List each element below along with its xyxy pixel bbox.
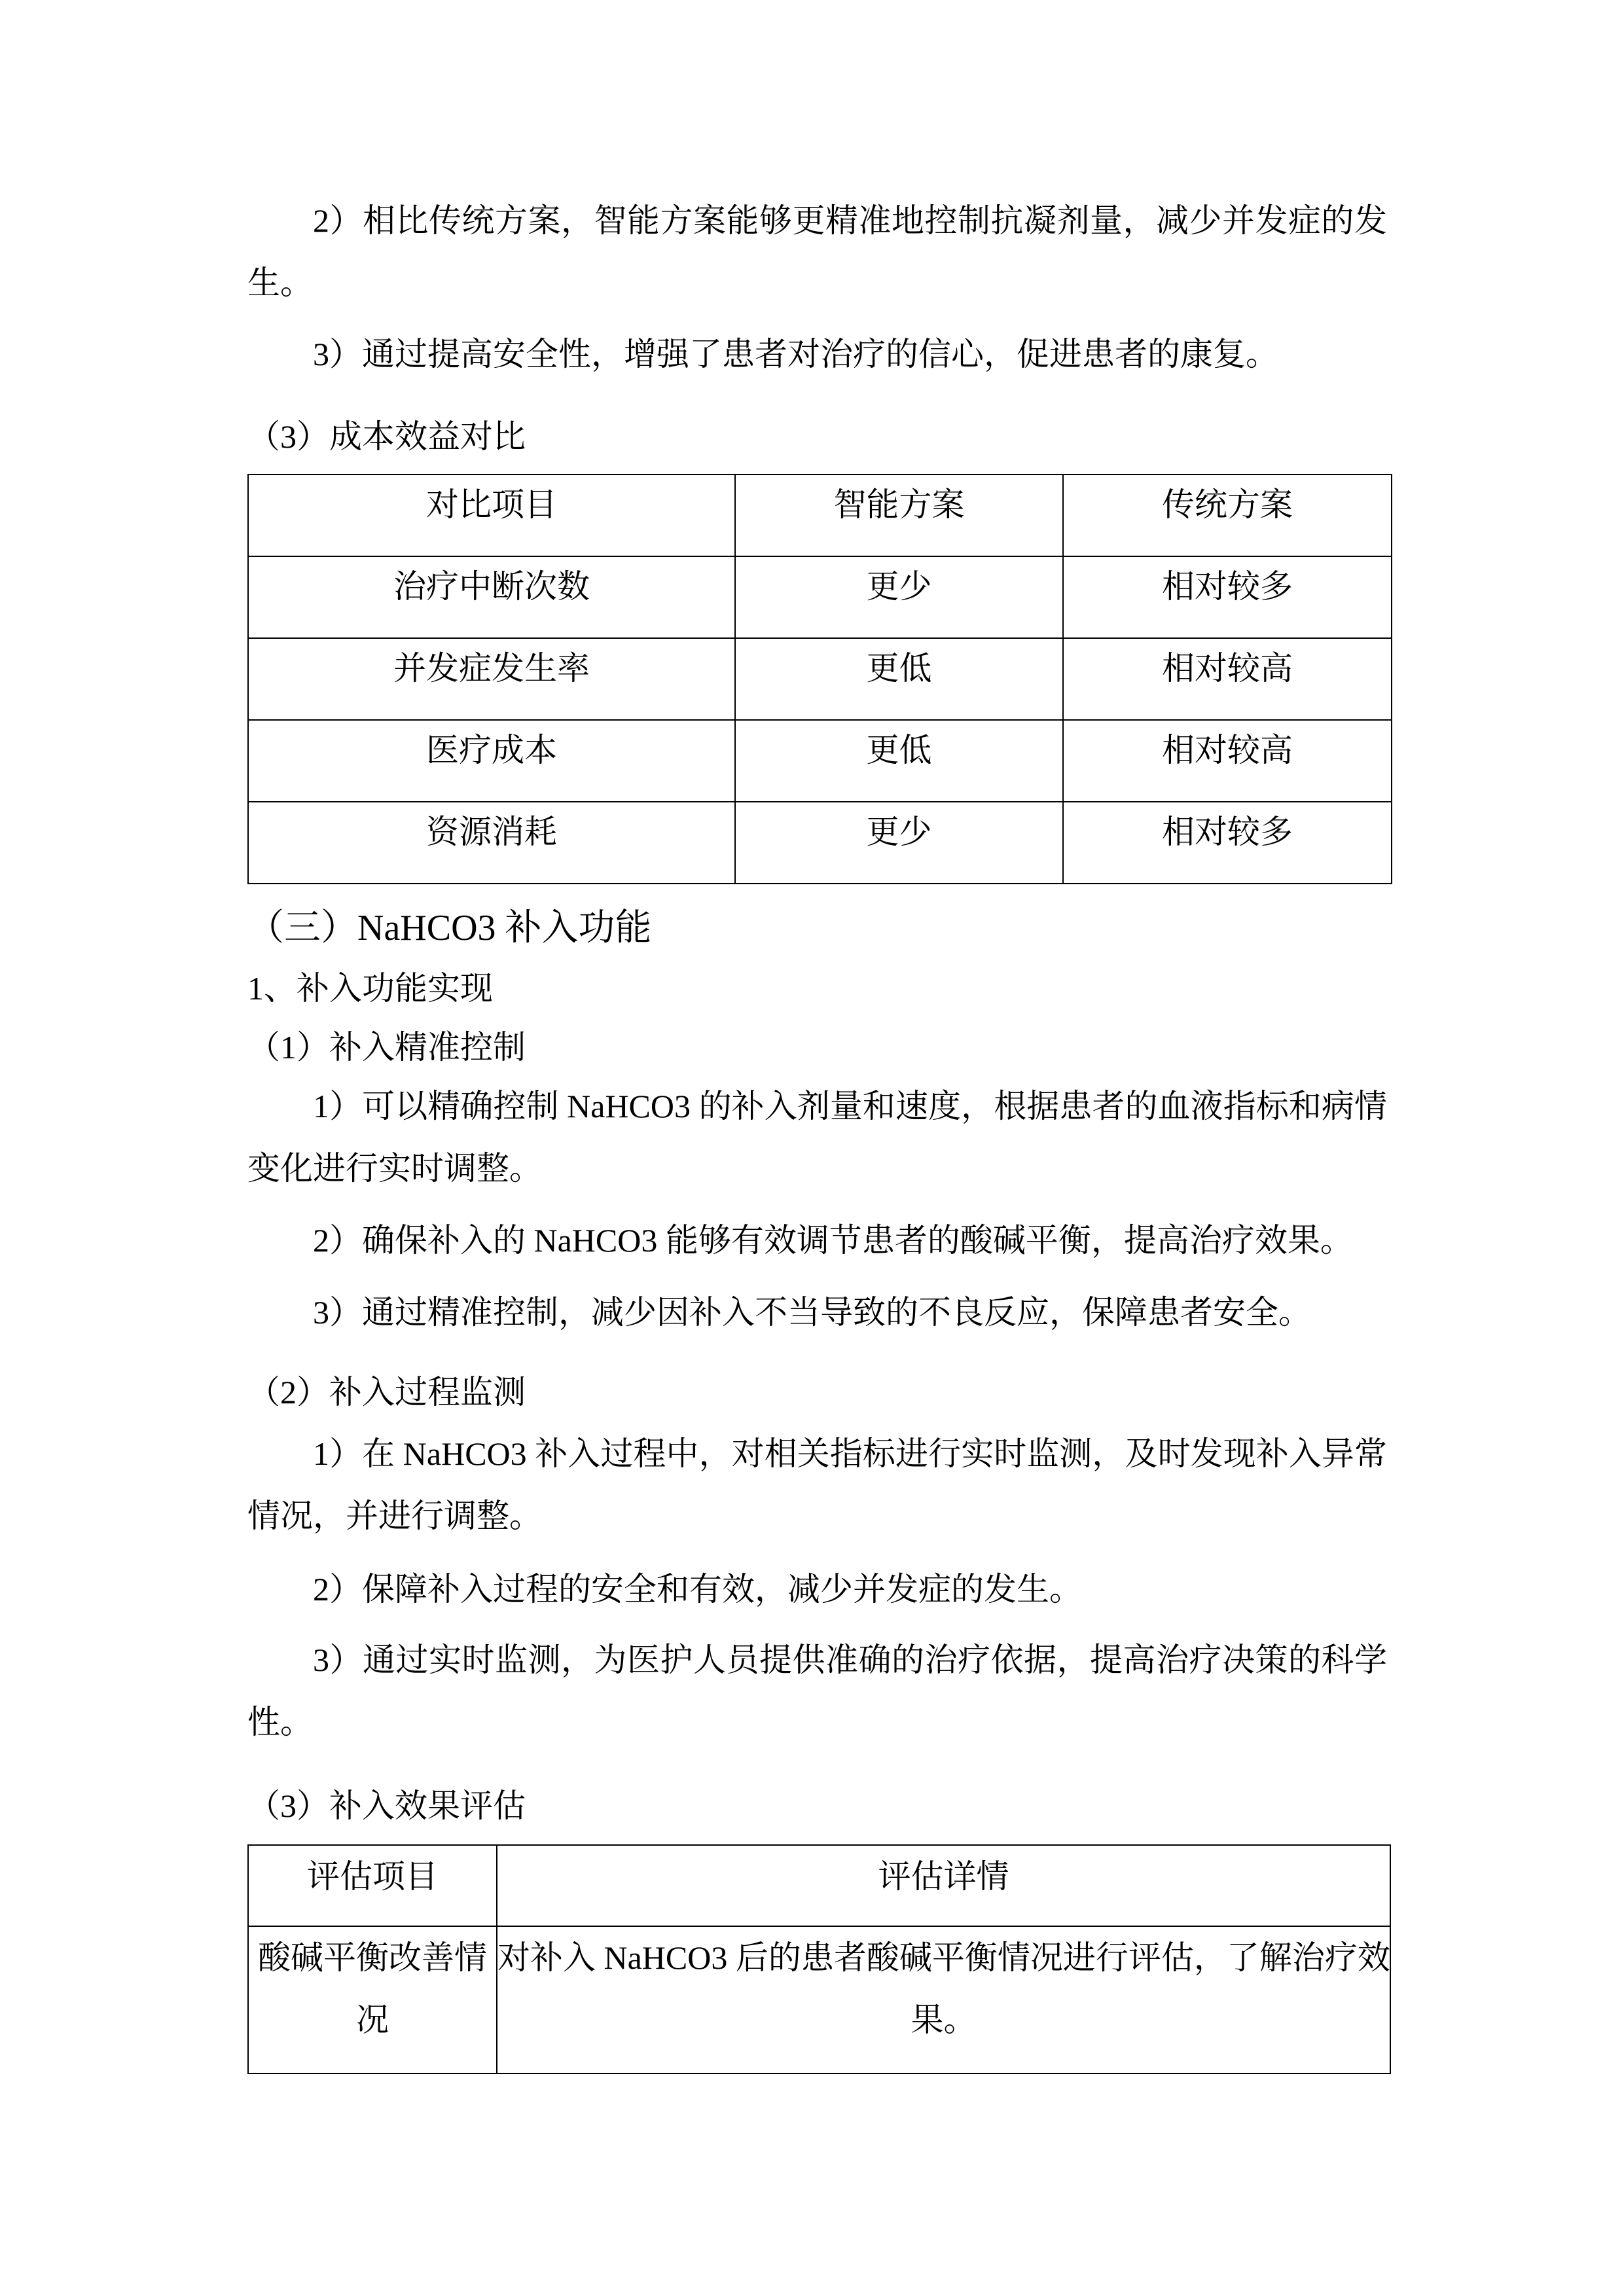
table-header-row — [248, 475, 1392, 556]
paragraph — [247, 1210, 1387, 1272]
cell-line: 对补入 NaHCO3 后的患者酸碱平衡情况进行评估，了解治疗效 — [497, 1939, 1390, 1976]
table-header-cell: 评估详情 — [497, 1845, 1390, 1926]
table-header-cell: 智能方案 — [735, 475, 1063, 556]
paragraph-line: 3）通过提高安全性，增强了患者对治疗的信心，促进患者的康复。 — [313, 336, 1278, 372]
cell-line: 酸碱平衡改善情 — [258, 1939, 487, 1976]
table-header-cell: 评估项目 — [248, 1845, 497, 1926]
subsection-heading — [247, 1775, 1387, 1837]
paragraph-line: 情况，并进行调整。 — [247, 1498, 542, 1534]
paragraph — [247, 1558, 1387, 1621]
heading-text: （3）成本效益对比 — [247, 418, 526, 455]
table-row — [248, 720, 1392, 802]
table-cell: 更低 — [735, 638, 1063, 720]
paragraph-line: 1）可以精确控制 NaHCO3 的补入剂量和速度，根据患者的血液指标和病情 — [313, 1088, 1387, 1124]
paragraph-line: 1）在 NaHCO3 补入过程中，对相关指标进行实时监测，及时发现补入异常 — [313, 1435, 1387, 1472]
paragraph — [247, 1075, 1387, 1200]
subsection-heading — [247, 1016, 1387, 1079]
cell-line: 况 — [356, 2001, 389, 2038]
section-title — [247, 897, 1387, 960]
table-cell: 医疗成本 — [248, 720, 735, 802]
table-row — [248, 638, 1392, 720]
cost-benefit-table — [247, 474, 1392, 884]
heading-text: （2）补入过程监测 — [247, 1374, 526, 1410]
cell-line: 果。 — [911, 2001, 977, 2038]
table-cell: 并发症发生率 — [248, 638, 735, 720]
table-cell: 更低 — [735, 720, 1063, 802]
table-row — [248, 1926, 1390, 2073]
subsection-title — [247, 958, 1387, 1020]
table-header-cell: 传统方案 — [1063, 475, 1392, 556]
paragraph-line: 3）通过精准控制，减少因补入不当导致的不良反应，保障患者安全。 — [313, 1294, 1311, 1331]
table-cell: 相对较高 — [1063, 720, 1392, 802]
subsection-heading — [247, 1361, 1387, 1424]
table-cell: 相对较多 — [1063, 802, 1392, 884]
heading-text: （3）补入效果评估 — [247, 1787, 526, 1824]
table-row — [248, 802, 1392, 884]
table-cell: 更少 — [735, 556, 1063, 638]
table-header-cell: 对比项目 — [248, 475, 735, 556]
table-cell — [248, 1926, 497, 2073]
heading-text: （1）补入精准控制 — [247, 1029, 526, 1066]
paragraph — [247, 1423, 1387, 1547]
paragraph-line: 2）保障补入过程的安全和有效，减少并发症的发生。 — [313, 1571, 1082, 1607]
table-cell: 治疗中断次数 — [248, 556, 735, 638]
paragraph — [247, 323, 1387, 386]
subsection-heading — [247, 406, 1387, 468]
paragraph — [247, 1629, 1387, 1753]
paragraph-line: 生。 — [247, 264, 313, 301]
table-cell: 更少 — [735, 802, 1063, 884]
table-cell — [497, 1926, 1390, 2073]
paragraph — [247, 1282, 1387, 1344]
paragraph-line: 2）确保补入的 NaHCO3 能够有效调节患者的酸碱平衡，提高治疗效果。 — [313, 1222, 1353, 1259]
paragraph-line: 3）通过实时监测，为医护人员提供准确的治疗依据，提高治疗决策的科学 — [313, 1641, 1387, 1678]
paragraph-line: 2）相比传统方案，智能方案能够更精准地控制抗凝剂量，减少并发症的发 — [313, 202, 1387, 239]
section-title-text: （三）NaHCO3 补入功能 — [247, 908, 652, 948]
paragraph-line: 变化进行实时调整。 — [247, 1150, 542, 1187]
table-header-row — [248, 1845, 1390, 1926]
subsection-title-text: 1、补入功能实现 — [247, 970, 493, 1007]
table-cell: 资源消耗 — [248, 802, 735, 884]
effect-evaluation-table — [247, 1844, 1391, 2074]
table-row — [248, 556, 1392, 638]
table-cell: 相对较高 — [1063, 638, 1392, 720]
paragraph-line: 性。 — [247, 1704, 313, 1740]
table-cell: 相对较多 — [1063, 556, 1392, 638]
paragraph — [247, 190, 1387, 314]
